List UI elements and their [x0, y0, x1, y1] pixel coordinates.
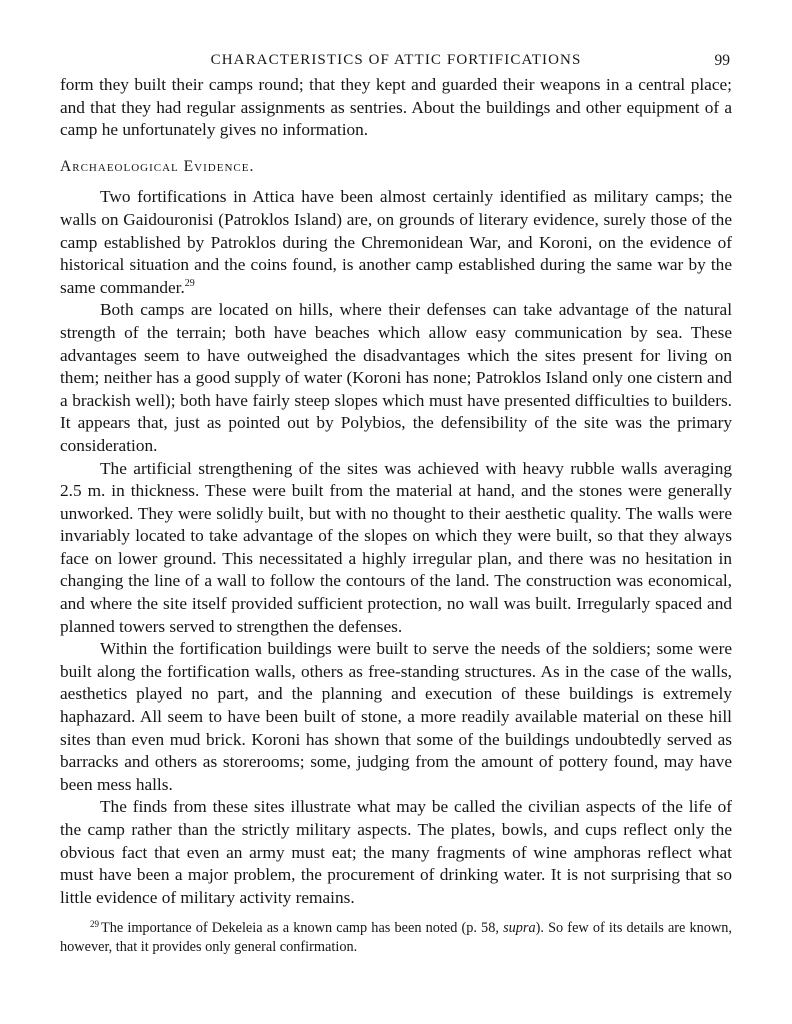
running-head — [60, 46, 732, 74]
paragraph-5: The finds from these sites illustrate what may be called the civilian aspects of the life of the camp rather than the strictly military aspects. The plates, bowls, and cups reflect only the obvious fact that even an army must eat; the many fragments of wine amphoras reflect what must have been a major problem, the procurement of drinking water. It is not surprising that so little evidence of military activity remains. — [60, 797, 732, 907]
intro-paragraph: form they built their camps round; that they kept and guarded their weapons in a central place; and that they had regular assignments as sentries. About the buildings and other equipment of a camp he unfortunately gives no information. — [60, 75, 732, 140]
footnote-text-before: The importance of Dekeleia as a known camp has been noted (p. 58, — [101, 920, 499, 937]
footnote-reference[interactable]: 29 — [184, 277, 195, 289]
running-head-title: CHARACTERISTICS OF ATTIC FORTIFICATIONS — [210, 52, 582, 68]
paragraph-1-text: Two fortifications in Attica have been almost certainly identified as military camps; the walls on Gaidouronisi (Patroklos Island) are, on grounds of literary evidence, surely those of the camp established by Patroklos during the Chremonidean War, and Koroni, on the evidence of historical situation and the coins found, is another camp established during the same war by the same commander. — [60, 187, 732, 297]
paragraph-1 — [60, 186, 732, 299]
body-text — [60, 74, 732, 909]
footnote-29 — [60, 919, 732, 957]
footnotes — [60, 919, 732, 957]
paragraph-2: Both camps are located on hills, where their defenses can take advantage of the natural strength of the terrain; both have beaches which allow easy communication by sea. These advantages seem to have outweighed the disadvantages which the sites present for living on them; neither has a good supply of water (Koroni has none; Patroklos Island only one cistern and a brackish well); both have fairly steep slopes which must have presented difficulties to builders. It appears that, just as pointed out by Polybios, the defensibility of the site was the primary consideration. — [60, 300, 732, 455]
paragraph-3: The artificial strengthening of the sites was achieved with heavy rubble walls averaging 2.5 m. in thickness. These were built from the material at hand, and the stones were generally unworked. They were solidly built, but with no thought to their aesthetic quality. The walls were invariably located to take advantage of the slopes on which they were built, so that they always face on lower ground. This necessitated a highly irregular plan, and there was no hesitation in changing the line of a wall to follow the contours of the land. The construction was economical, and where the site itself provided sufficient protection, no wall was built. Irregularly spaced and planned towers served to strengthen the defenses. — [60, 458, 732, 636]
footnote-text-after: ). So few of its details are known, however, that it provides only general confirmation. — [60, 920, 732, 956]
section-heading: Archaeological Evidence. — [60, 157, 255, 175]
page-number: 99 — [714, 52, 730, 69]
paragraph-4: Within the fortification buildings were built to serve the needs of the soldiers; some were built along the fortification walls, others as free-standing structures. As in the case of the walls, aesthetics played no part, and the planning and execution of these buildings is extremely haphazard. All seem to have been built of stone, a more readily available material on these hill sites than even mud brick. Koroni has shown that some of the buildings undoubtedly served as barracks and others as storerooms; some, judging from the amount of pottery found, may have been mess halls. — [60, 639, 732, 794]
footnote-number: 29 — [90, 919, 99, 930]
document-page — [60, 46, 732, 957]
footnote-italic: supra — [503, 920, 536, 937]
